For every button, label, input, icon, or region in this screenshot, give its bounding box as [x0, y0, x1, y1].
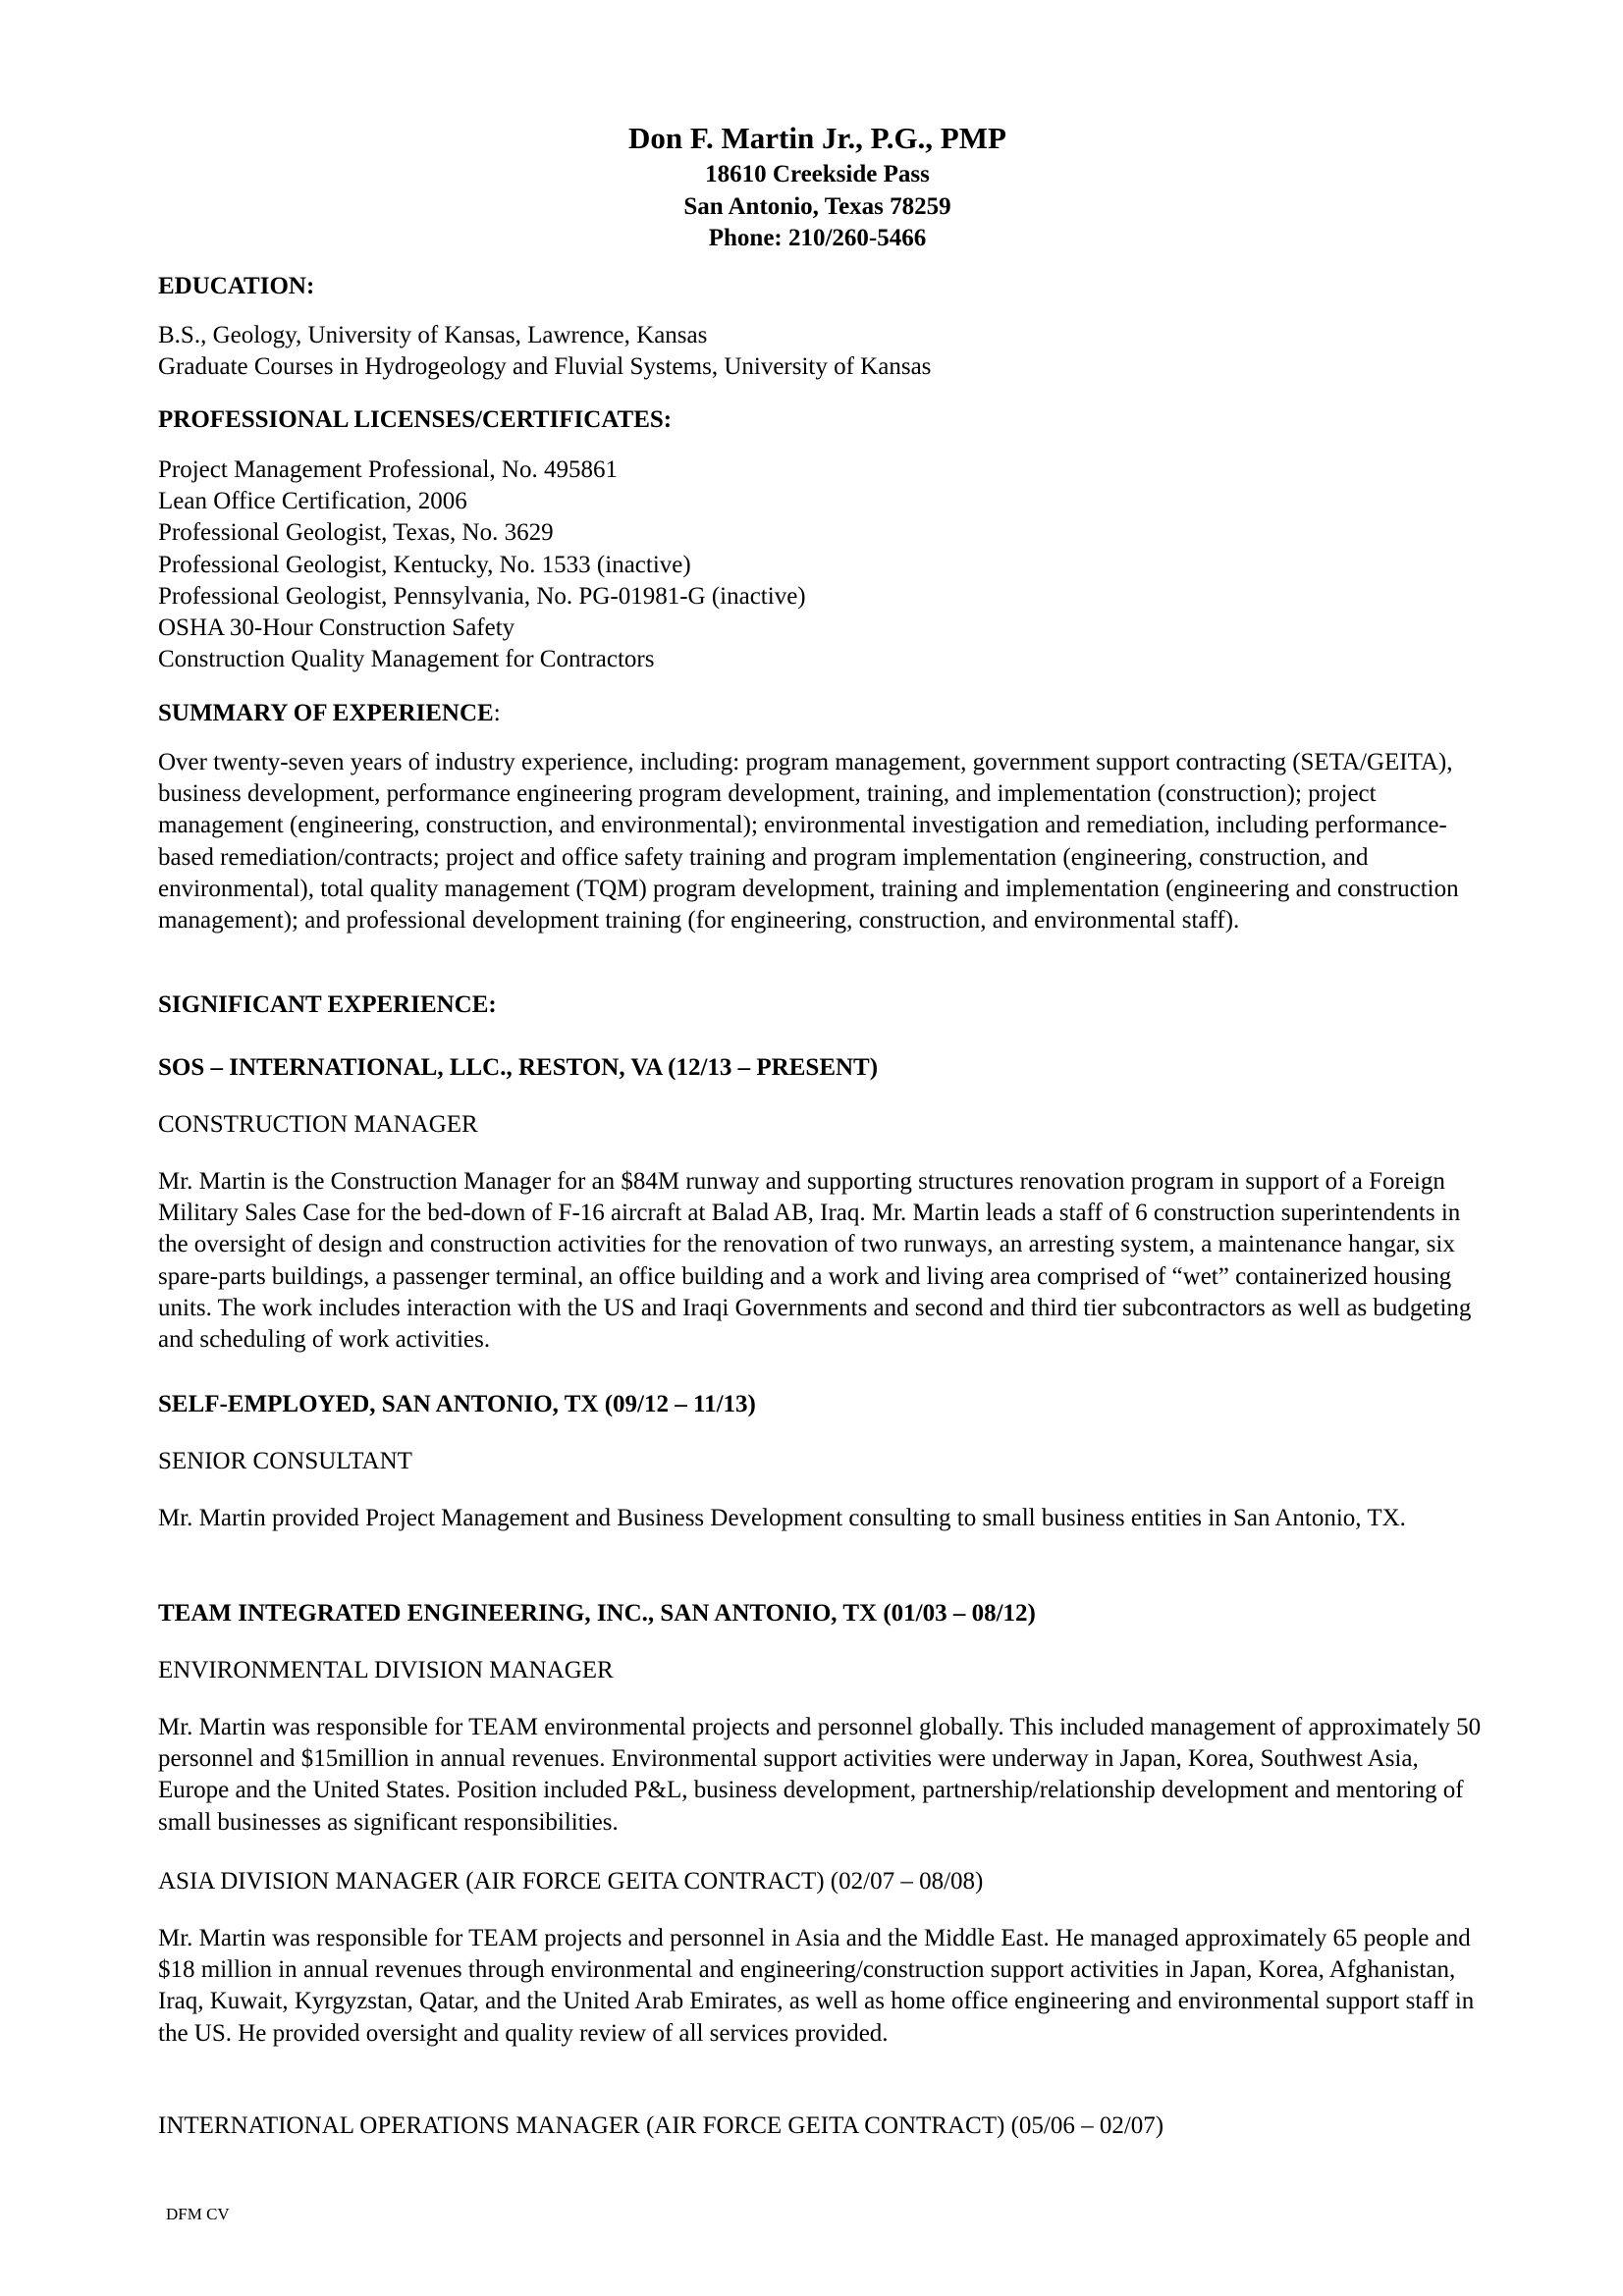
license-item: Lean Office Certification, 2006 — [158, 488, 467, 515]
job-title-secondary: ASIA DIVISION MANAGER (AIR FORCE GEITA CONTRACT) (02/07 – 08/08) — [158, 1868, 984, 1895]
job-title: CONSTRUCTION MANAGER — [158, 1111, 478, 1138]
candidate-name: Don F. Martin Jr., P.G., PMP — [628, 121, 1006, 155]
education-list — [158, 320, 1493, 383]
job-title-tertiary: INTERNATIONAL OPERATIONS MANAGER (AIR FORCE GEITA CONTRACT) (05/06 – 02/07) — [158, 2112, 1164, 2139]
city-state-zip: San Antonio, Texas 78259 — [683, 192, 951, 220]
license-item: Construction Quality Management for Contractors — [158, 646, 655, 673]
license-item: Professional Geologist, Kentucky, No. 1533 (inactive) — [158, 551, 691, 578]
license-item: OSHA 30-Hour Construction Safety — [158, 614, 515, 642]
licenses-heading: PROFESSIONAL LICENSES/CERTIFICATES: — [158, 406, 673, 433]
license-item: Project Management Professional, No. 495861 — [158, 456, 618, 483]
summary-heading-colon: : — [493, 700, 501, 726]
license-item: Professional Geologist, Pennsylvania, No. PG-01981-G (inactive) — [158, 582, 806, 610]
license-item: Professional Geologist, Texas, No. 3629 — [158, 519, 554, 547]
job-description: Mr. Martin is the Construction Manager for an $84M runway and supporting structures renovation program in support of a Foreign Military Sales Case for the bed-down of F-16 aircraft at Balad AB, Iraq. Mr. Martin leads a staff of 6 construction superintendents in the oversight of design and construction activities for the renovation of two runways, an arresting system, a maintenance hangar, six spare-parts buildings, a passenger terminal, an office building and a work and living area comprised of “wet” containerized housing units. The work includes interaction with the US and Iraqi Governments and second and third tier subcontractors as well as budgeting and scheduling of work activities. — [158, 1168, 1472, 1354]
education-item: B.S., Geology, University of Kansas, Lawrence, Kansas — [158, 322, 708, 348]
job-description-secondary: Mr. Martin was responsible for TEAM projects and personnel in Asia and the Middle East. He managed approximately 65 people and $18 million in annual revenues through environmental and engineering/construction support activities in Japan, Korea, Afghanistan, Iraq, Kuwait, Kyrgyzstan, Qatar, and the United Arab Emirates, as well as home office engineering and environmental support staff in the US. He provided oversight and quality review of all services provided. — [158, 1925, 1475, 2047]
licenses-list — [158, 454, 1493, 675]
summary-heading: SUMMARY OF EXPERIENCE — [158, 700, 494, 726]
cv-header — [158, 118, 1477, 255]
page-footer: DFM CV — [166, 2205, 230, 2223]
job-title: SENIOR CONSULTANT — [158, 1448, 412, 1474]
job-title: ENVIRONMENTAL DIVISION MANAGER — [158, 1657, 614, 1683]
employer-heading: TEAM INTEGRATED ENGINEERING, INC., SAN ANTONIO, TX (01/03 – 08/12) — [158, 1600, 1036, 1627]
job-description: Mr. Martin provided Project Management and Business Development consulting to small business entities in San Antonio, TX. — [158, 1505, 1406, 1531]
employer-heading: SELF-EMPLOYED, SAN ANTONIO, TX (09/12 – 11/13) — [158, 1391, 756, 1417]
employer-heading: SOS – INTERNATIONAL, LLC., RESTON, VA (12/13 – PRESENT) — [158, 1054, 879, 1081]
job-description: Mr. Martin was responsible for TEAM environmental projects and personnel globally. This included management of approximately 50 personnel and $15million in annual revenues. Environmental support activities were underway in Japan, Korea, Southwest Asia, Europe and the United States. Position included P&L, business development, partnership/relationship development and mentoring of small businesses as significant responsibilities. — [158, 1714, 1482, 1836]
education-heading: EDUCATION: — [158, 273, 315, 299]
street-address: 18610 Creekside Pass — [705, 161, 930, 187]
significant-experience-heading: SIGNIFICANT EXPERIENCE: — [158, 991, 497, 1018]
education-item: Graduate Courses in Hydrogeology and Fluvial Systems, University of Kansas — [158, 353, 932, 381]
phone-number: Phone: 210/260-5466 — [708, 225, 927, 251]
summary-heading-row — [158, 698, 1493, 729]
summary-paragraph: Over twenty-seven years of industry experience, including: program management, government support contracting (SETA/GEITA), business development, performance engineering program development, training, and implementation (construction); project management (engineering, construction, and environmental); environmental investigation and remediation, including performance-based remediation/contracts; project and office safety training and program implementation (engineering, construction, and environmental), total quality management (TQM) program development, training and implementation (engineering and construction management); and professional development training (for engineering, construction, and environmental staff). — [158, 749, 1459, 934]
